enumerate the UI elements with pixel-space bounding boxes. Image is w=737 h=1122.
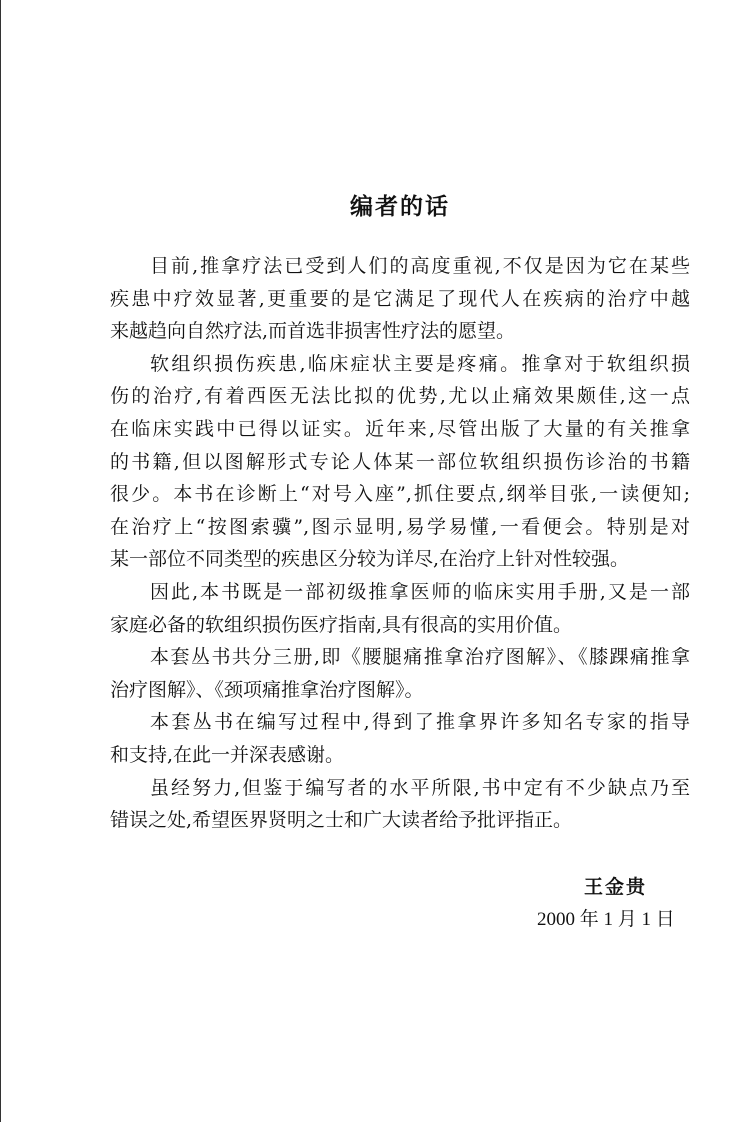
text-line: 的书籍,但以图解形式专论人体某一部位软组织损伤诊治的书籍 bbox=[110, 450, 690, 473]
text-line: 在临床实践中已得以证实。近年来,尽管出版了大量的有关推拿 bbox=[110, 417, 690, 440]
preface-body bbox=[110, 250, 690, 837]
text-line: 疾患中疗效显著,更重要的是它满足了现代人在疾病的治疗中越 bbox=[110, 287, 690, 310]
text-line: 伤的治疗,有着西医无法比拟的优势,尤以止痛效果颇佳,这一点 bbox=[110, 385, 690, 408]
text-line: 在治疗上“按图索骥”,图示显明,易学易懂,一看便会。特别是对 bbox=[110, 515, 690, 538]
text-line: 本套丛书在编写过程中,得到了推拿界许多知名专家的指导 bbox=[150, 711, 690, 734]
text-line: 软组织损伤疾患,临床症状主要是疼痛。推拿对于软组织损 bbox=[150, 352, 690, 375]
preface-date: 2000 年 1 月 1 日 bbox=[537, 909, 675, 930]
text-line: 治疗图解》、《颈项痛推拿治疗图解》。 bbox=[110, 678, 424, 701]
text-line: 本套丛书共分三册,即《腰腿痛推拿治疗图解》、《膝踝痛推拿 bbox=[150, 646, 690, 669]
text-line: 来越趋向自然疗法,而首选非损害性疗法的愿望。 bbox=[110, 320, 516, 343]
paragraph bbox=[110, 576, 690, 641]
text-line: 目前,推拿疗法已受到人们的高度重视,不仅是因为它在某些 bbox=[150, 255, 690, 277]
paragraph bbox=[110, 706, 690, 771]
paragraph bbox=[110, 348, 690, 576]
text-line: 因此,本书既是一部初级推拿医师的临床实用手册,又是一部 bbox=[150, 580, 690, 603]
text-line: 虽经努力,但鉴于编写者的水平所限,书中定有不少缺点乃至 bbox=[150, 776, 690, 799]
paragraph bbox=[110, 250, 690, 348]
text-line: 错误之处,希望医界贤明之士和广大读者给予批评指正。 bbox=[110, 809, 573, 832]
text-line: 很少。本书在诊断上“对号入座”,抓住要点,纲举目张,一读便知; bbox=[110, 483, 690, 506]
text-line: 和支持,在此一并深表感谢。 bbox=[110, 743, 345, 766]
author-signature: 王金贵 bbox=[584, 876, 648, 898]
paragraph bbox=[110, 772, 690, 837]
text-line: 家庭必备的软组织损伤医疗指南,具有很高的实用价值。 bbox=[110, 613, 573, 636]
text-line: 某一部位不同类型的疾患区分较为详尽,在治疗上针对性较强。 bbox=[110, 548, 630, 571]
page-title: 编者的话 bbox=[350, 194, 450, 220]
page-edge-line bbox=[0, 0, 1, 1122]
paragraph bbox=[110, 641, 690, 706]
